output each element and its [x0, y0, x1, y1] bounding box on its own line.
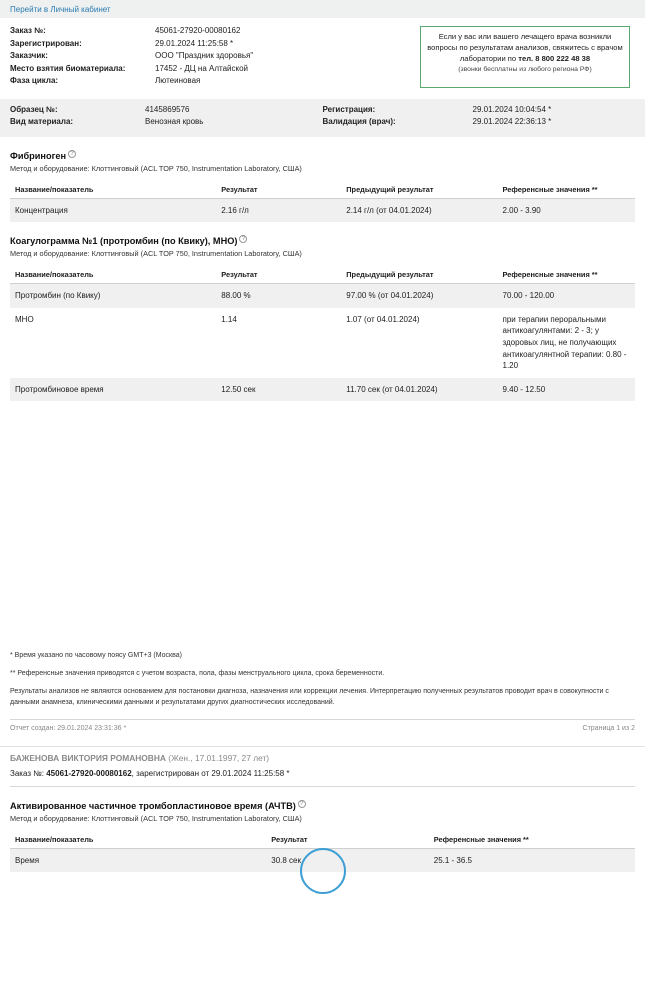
table-header-row	[10, 181, 635, 199]
cell-result: 88.00 %	[216, 284, 341, 308]
col-name: Название/показатель	[10, 181, 216, 199]
table-row	[10, 284, 635, 308]
page2-header	[0, 746, 645, 787]
section-method: Метод и оборудование: Клоттинговый (ACL TOP 750, Instrumentation Laboratory, США)	[10, 813, 302, 823]
section-method: Метод и оборудование: Клоттинговый (ACL TOP 750, Instrumentation Laboratory, США)	[10, 163, 302, 173]
table-header-row	[10, 831, 635, 849]
topbar	[0, 0, 645, 18]
patient-meta: (Жен., 17.01.1997, 27 лет)	[168, 752, 270, 763]
section-title	[10, 150, 635, 161]
page-break	[0, 732, 645, 746]
cell-previous: 97.00 % (от 04.01.2024)	[341, 284, 497, 308]
results-table	[10, 181, 635, 223]
col-reference: Референсные значения **	[498, 266, 636, 284]
order-info-row	[10, 51, 420, 60]
order-info-row	[10, 76, 420, 85]
footnote-timezone: * Время указано по часовому поясу GMT+3 (Москва)	[10, 652, 182, 660]
col-result: Результат	[266, 831, 429, 849]
contact-callout	[420, 26, 630, 88]
cell-reference: 25.1 - 36.5	[429, 848, 635, 872]
sample-number-label: Образец №:	[10, 104, 58, 114]
patient-name-line	[10, 753, 635, 763]
cell-result: 12.50 сек	[216, 378, 341, 402]
sample-right-col	[323, 105, 636, 130]
sample-number-value: 4145869576	[145, 104, 190, 114]
cell-name: Протромбиновое время	[10, 378, 216, 402]
col-result: Результат	[216, 181, 341, 199]
registration-value: 29.01.2024 10:04:54 *	[472, 104, 552, 114]
section-fibrinogen	[0, 150, 645, 223]
order-number-label: Заказ №:	[10, 26, 46, 35]
cell-name: Протромбин (по Квику)	[10, 284, 216, 308]
material-type-value: Венозная кровь	[145, 117, 204, 126]
col-name: Название/показатель	[10, 831, 266, 849]
section-title	[10, 800, 635, 811]
loading-circle-icon	[300, 848, 346, 894]
order-info-block	[10, 26, 420, 89]
section-title	[10, 235, 635, 246]
customer-value: ООО "Праздник здоровья"	[155, 51, 254, 60]
cell-previous: 11.70 сек (от 04.01.2024)	[341, 378, 497, 402]
section-title-text: Коагулограмма №1 (протромбин (по Квику), МНО)	[10, 236, 238, 247]
patient-name: БАЖЕНОВА ВИКТОРИЯ РОМАНОВНА	[10, 752, 166, 763]
footnote-disclaimer: Результаты анализов не являются основанием для постановки диагноза, назначения или коррекции лечения. Интерпретацию полученных результатов проводит врач в совокупности с данными анамнеза, клиническими данными и результатами других диагностических исследований.	[10, 688, 609, 706]
results-table	[10, 266, 635, 401]
validation-value: 29.01.2024 22:36:13 *	[472, 117, 552, 126]
info-icon[interactable]: ?	[298, 800, 306, 808]
cell-reference: 70.00 - 120.00	[498, 284, 636, 308]
cell-name: Время	[10, 848, 266, 872]
cell-result: 1.14	[221, 314, 237, 324]
footnote-reference: ** Референсные значения приводятся с учетом возраста, пола, фазы менструального цикла, срока беременности.	[10, 670, 385, 678]
cell-reference: 2.00 - 3.90	[498, 198, 636, 222]
section-coagulogram	[0, 235, 645, 401]
cell-reference: 9.40 - 12.50	[498, 378, 636, 402]
cell-previous: 2.14 г/л (от 04.01.2024)	[341, 198, 497, 222]
callout-note: (звонки бесплатны из любого региона РФ)	[458, 66, 592, 74]
cell-name: Концентрация	[10, 198, 216, 222]
section-title-text: Активированное частичное тромбопластиновое время (АЧТВ)	[10, 800, 296, 811]
info-icon[interactable]: ?	[68, 150, 76, 158]
collection-place-label: Место взятия биоматериала:	[10, 63, 126, 73]
order-info-row	[10, 64, 420, 73]
cell-name: МНО	[15, 314, 34, 324]
order-number: 45061-27920-00080162	[46, 768, 132, 778]
report-created-text: Отчет создан: 29.01.2024 23:31:36 *	[10, 724, 127, 732]
report-header	[0, 18, 645, 93]
section-title-text: Фибриноген	[10, 150, 67, 161]
material-type-label: Вид материала:	[10, 117, 74, 126]
cycle-phase-value: Лютеиновая	[155, 76, 201, 85]
cell-result: 30.8 сек	[266, 848, 429, 872]
page-footer	[10, 719, 635, 732]
validation-label: Валидация (врач):	[322, 117, 396, 126]
col-result: Результат	[216, 266, 341, 284]
cycle-phase-label: Фаза цикла:	[10, 76, 59, 85]
section-method: Метод и оборудование: Клоттинговый (ACL TOP 750, Instrumentation Laboratory, США)	[10, 249, 302, 259]
registered-label: Зарегистрирован:	[10, 38, 82, 48]
collection-place-value: 17452 - ДЦ на Алтайской	[155, 63, 249, 73]
sample-band	[0, 99, 645, 137]
order-suffix: , зарегистрирован от 29.01.2024 11:25:58 *	[131, 768, 290, 778]
callout-phone: тел. 8 800 222 48 38	[518, 53, 591, 63]
sample-row	[323, 117, 636, 126]
callout-text: Если у вас или вашего лечащего врача возникли вопросы по результатам анализов, свяжитесь с врачом лаборатории по	[427, 32, 623, 63]
table-row	[10, 308, 635, 378]
col-reference: Референсные значения **	[429, 831, 635, 849]
cell-reference: при терапии пероральными антикоагулянтами: 2 - 3; у здоровых лиц, не получающих антикоагулянтной терапии: 0.80 - 1.20	[502, 314, 627, 371]
customer-label: Заказчик:	[10, 51, 48, 60]
table-header-row	[10, 266, 635, 284]
col-name: Название/показатель	[10, 266, 216, 284]
order-prefix: Заказ №:	[10, 768, 47, 778]
order-number-value: 45061-27920-00080162	[155, 26, 241, 35]
info-icon[interactable]: ?	[239, 235, 247, 243]
sample-row	[323, 105, 636, 114]
sample-row	[10, 117, 323, 126]
table-row	[10, 378, 635, 402]
registration-label: Регистрация:	[322, 104, 376, 114]
order-info-row	[10, 39, 420, 48]
personal-account-link[interactable]: Перейти в Личный кабинет	[10, 4, 111, 14]
col-previous: Предыдущий результат	[341, 181, 497, 199]
page-number-text: Страница 1 из 2	[582, 724, 635, 732]
sample-row	[10, 105, 323, 114]
page2-order-line	[10, 769, 635, 787]
col-previous: Предыдущий результат	[341, 266, 497, 284]
footnotes	[0, 651, 645, 708]
cell-result: 2.16 г/л	[216, 198, 341, 222]
table-row	[10, 198, 635, 222]
col-reference: Референсные значения **	[498, 181, 636, 199]
order-info-row	[10, 26, 420, 35]
sample-left-col	[10, 105, 323, 130]
registered-value: 29.01.2024 11:25:58 *	[155, 38, 234, 48]
cell-previous: 1.07 (от 04.01.2024)	[346, 314, 420, 324]
